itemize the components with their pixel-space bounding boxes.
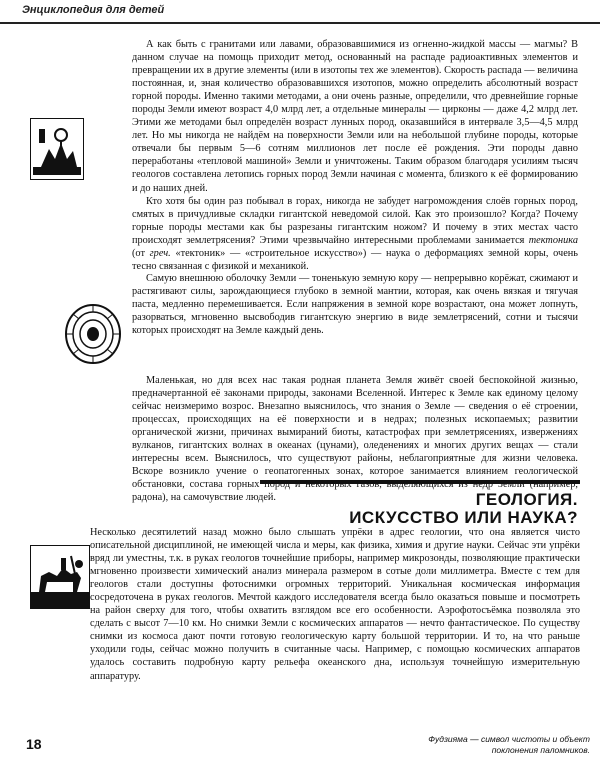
section-title-line2: ИСКУССТВО ИЛИ НАУКА? <box>349 508 578 527</box>
image-caption <box>400 734 590 756</box>
caption-line1: Фудзияма — символ чистоты и объект <box>428 734 590 744</box>
tectonics-text-c: «тектоник» — «строительное искусство») — наука о деформациях земной коры, очень тесно связанная с физикой и механикой. <box>132 247 578 272</box>
camel-icon <box>30 545 90 609</box>
article-text-2 <box>132 272 578 337</box>
article-text-1 <box>132 38 578 273</box>
tectonics-text-a: Кто хотя бы один раз побывал в горах, никогда не забудет нагромождения слоёв горных пород, смятых в причудливые складки гигантской неведомой силой. Как это произошло? Когда? Почему горные породы местами как бы разрезаны гигантским ножом? И почему в этих местах часто происходят землетрясения? Этими чрезвычайно интересными проблемами занимается <box>132 195 578 246</box>
ammonite-icon <box>64 302 122 366</box>
header-title: Энциклопедия для детей <box>22 4 165 16</box>
campfire-icon <box>30 118 84 180</box>
tectonics-text-b: (от <box>132 247 150 259</box>
article-text-4 <box>90 526 580 683</box>
paragraph-crust: Самую внешнюю оболочку Земли — тоненькую земную кору — непрерывно корёжат, сжимают и растягивают силы, зарождающиеся глубоко в земной мантии, которая, как очень вязкая и тягучая паста, медленно перемешивается. Если напряжения в земной коре возрастают, она может лопнуть, разорваться, мгновенно высвободив гигантскую энергию в виде землетрясений, сотни и тысячи которых происходят на Земле каждый день. <box>132 273 578 337</box>
paragraph-planet: Маленькая, но для всех нас такая родная планета Земля живёт своей беспокойной жизнью, предначертанной её законами природы, законами Вселенной. Интерес к Земле как единому целому сейчас неизмеримо возрос. Внезапно выяснилось, что знания о Земле — сведения о её строении, процессах, происходящих на её поверхности и в недрах; полезных ископаемых; развитии органической жизни, причинах вымираний биоты, катастрофах при землетрясениях, извержениях вулканов, гигантских волнах в океанах (цунами), оледенениях и многих других вещах — стали интересны всем. Выяснилось, что существуют районы, неблагоприятные для жизни человека. Вскоре возникло учение о геопатогенных зонах, которое занимается влиянием геологической обстановки, состава горных пород и некоторых газов, выделяющихся из недр Земли (например, радона), на самочувствие людей. <box>132 375 578 504</box>
page-header <box>0 0 600 24</box>
caption-line2: поклонения паломников. <box>491 745 590 755</box>
paragraph-geology-science: Несколько десятилетий назад можно было слышать упрёки в адрес геологии, что она является чисто описательной дисциплиной, не имеющей числа и меры, как физика, химия и другие науки. Сейчас эти упрёки вряд ли уместны, т.к. в руках геологов точнейшие приборы, например микрозонды, позволяющие практически мгновенно произвести химический анализ минерала размером в сотые доли миллиметра. Вместе с тем для геологов стали доступны фотоснимки огромных территорий. Уникальная космическая информация сосредоточена в руках геологов. Мечтой каждого исследователя всегда было оказаться повыше и посмотреть на район сверху для того, чтобы охватить взглядом все его особенности. Аэрофотосъёмка позволяла это сделать с высот 7—10 км. Но снимки Земли с космических аппаратов — нечто фантастическое. По существу снимки из космоса дают почти готовую геологическую карту большой территории. И то, на что раньше уходили годы, сейчас можно получить в считанные часы. Например, с помощью космических аппаратов удалось составить подробную карту рельефа океанского дна, используя точнейшую измерительную аппаратуру. <box>90 527 580 682</box>
section-title <box>260 480 580 526</box>
paragraph-radiometric: А как быть с гранитами или лавами, образовавшимися из огненно-жидкой массы — магмы? В данном случае на помощь приходит метод, основанный на распаде радиоактивных элементов и превращении их в другие элементы (или в изотопы тех же элементов). Скорость распада — величина постоянная, и, зная количество образовавшихся изотопов, можно определить абсолютный возраст горной породы. Именно такими методами, а они очень разные, определили, что древнейшие горные породы Земли имеют возраст 4,0 млрд лет, а отдельные минералы — цирконы — даже 4,2 млрд лет. Этими же методами был определён возраст лунных пород, оказавшийся в интервале 3,5—4,5 млрд лет. Но мы никогда не найдём на поверхности Земли или на небольшой глубине породы, которые отвечали бы первым 5—6 сотням миллионов лет после её рождения. Эти породы давно переработаны «тепловой машиной» Земли и уничтожены. Таким образом благодаря усилиям тысяч геологов составлена летопись горных пород Земли начиная с момента, близкого к её формированию и до наших дней. <box>132 39 578 194</box>
section-title-line1: ГЕОЛОГИЯ. <box>475 490 578 509</box>
paragraph-tectonics <box>132 195 578 273</box>
page-number: 18 <box>26 736 42 752</box>
tectonics-lang: греч. <box>149 247 171 259</box>
tectonics-term: тектоника <box>528 234 578 246</box>
